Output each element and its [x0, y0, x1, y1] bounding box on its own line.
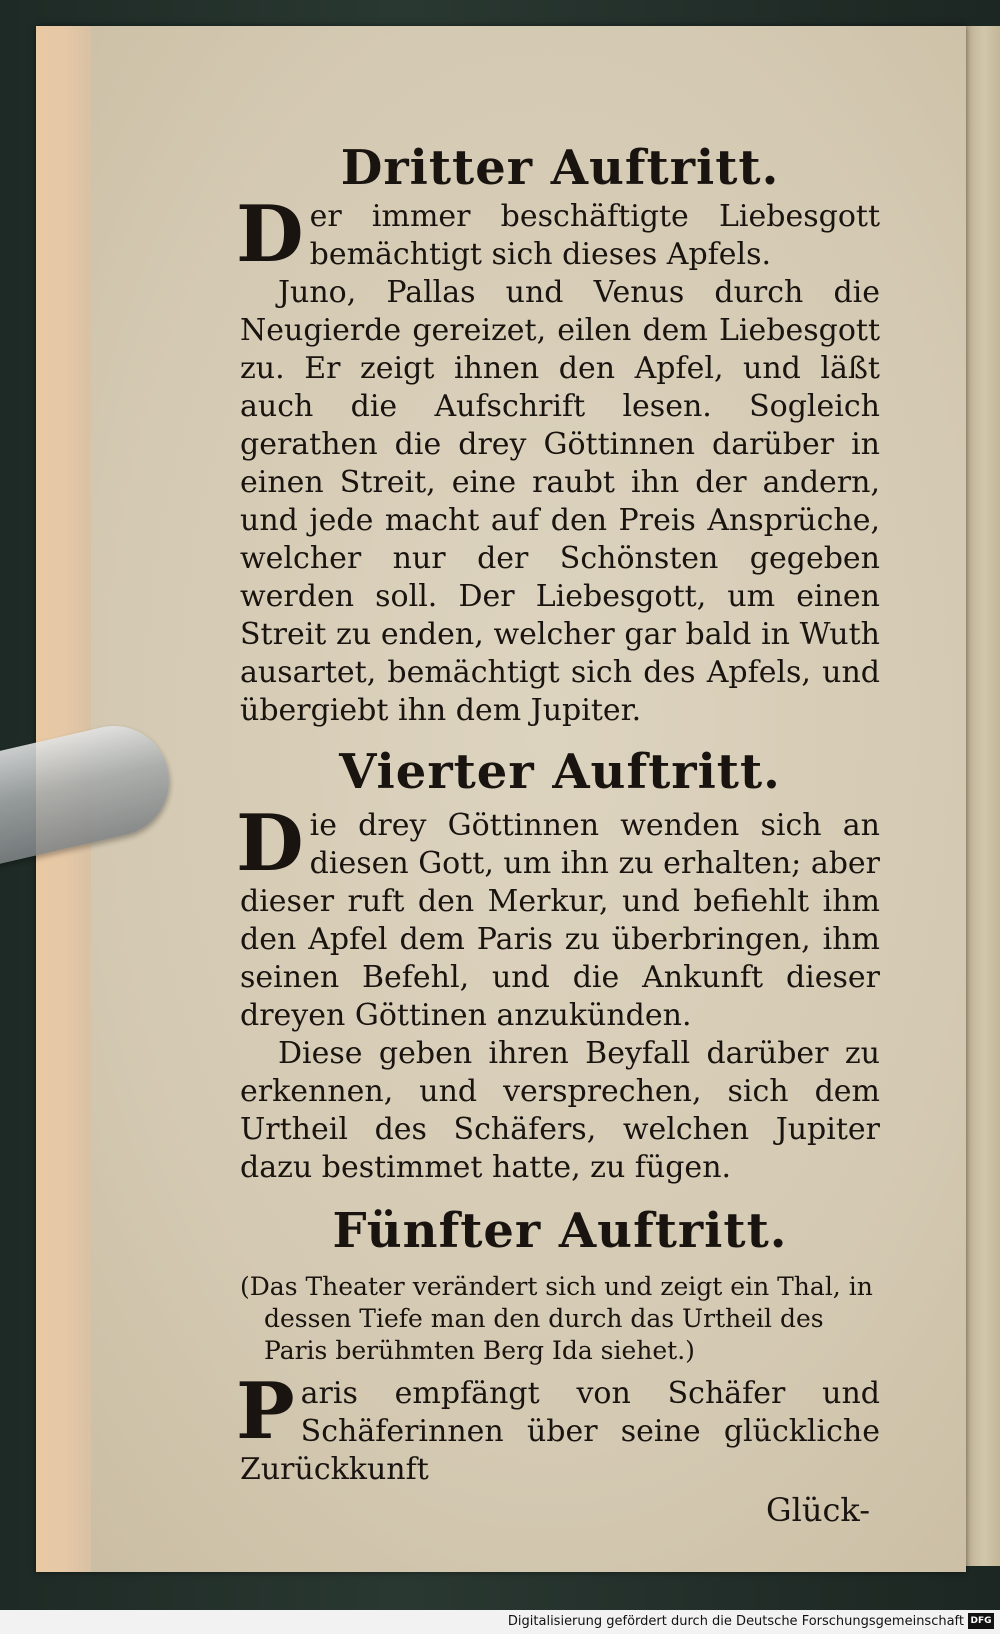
dfg-credit: Digitalisierung gefördert durch die Deutsche Forschungsgemeinschaft — [507, 1614, 964, 1629]
dfg-logo: DFG — [968, 1613, 994, 1629]
drop-cap: P — [236, 1365, 295, 1457]
drop-cap: D — [236, 188, 304, 280]
paragraph-scene-4 — [236, 798, 881, 1035]
paragraph-scene-4-body: Diese geben ihren Beyfall darüber zu erkennen, und versprechen, sich dem Urtheil des Schäfers, welchen Jupiter dazu bestimmet hatte, zu fügen. — [240, 1036, 880, 1186]
paragraph-scene-3-body: Juno, Pallas und Venus durch die Neugierde gereizet, eilen dem Liebesgott zu. Er zeigt ihnen den Apfel, und läßt auch die Aufschrift lesen. Sogleich gerathen die drey Göttinnen darüber in einen Streit, eine raubt ihn der andern, und jede macht auf den Preis Ansprüche, welcher nur der Schönsten gegeben werden soll. Der Liebesgott, um einen Streit zu enden, welcher gar bald in Wuth ausartet, bemächtigt sich des Apfels, und übergiebt ihn dem Jupiter. — [240, 274, 880, 728]
paragraph-text: er immer beschäftigte Liebesgott bemächtigt sich dieses Apfels. — [309, 198, 880, 272]
heading-vierter-auftritt: Vierter Auftritt. — [339, 743, 781, 800]
facing-page-edge — [960, 26, 1000, 1566]
heading-fuenfter-auftritt: Fünfter Auftritt. — [332, 1203, 788, 1260]
page-text — [236, 140, 881, 1529]
stage-direction: (Das Theater verändert sich und zeigt ein Thal, in dessen Tiefe man den durch das Urtheil des Paris berühmten Berg Ida siehet.) — [240, 1271, 873, 1365]
catchword: Glück- — [766, 1490, 870, 1529]
paragraph-scene-5 — [236, 1365, 880, 1489]
heading-dritter-auftritt: Dritter Auftritt. — [340, 140, 780, 196]
paragraph-text: ie drey Göttinnen wenden sich an diesen Gott, um ihn zu erhalten; aber dieser ruft den Merkur, und befiehlt ihm den Apfel dem Paris zu überbringen, ihm seinen Befehl, und die Ankunft dieser dreyen Göttinen anzukünden. — [240, 808, 881, 1034]
paragraph-text: aris empfängt von Schäfer und Schäferinnen über seine glückliche Zurückkunft — [240, 1375, 880, 1487]
paragraph-scene-3 — [236, 188, 880, 280]
drop-cap: D — [236, 798, 304, 890]
